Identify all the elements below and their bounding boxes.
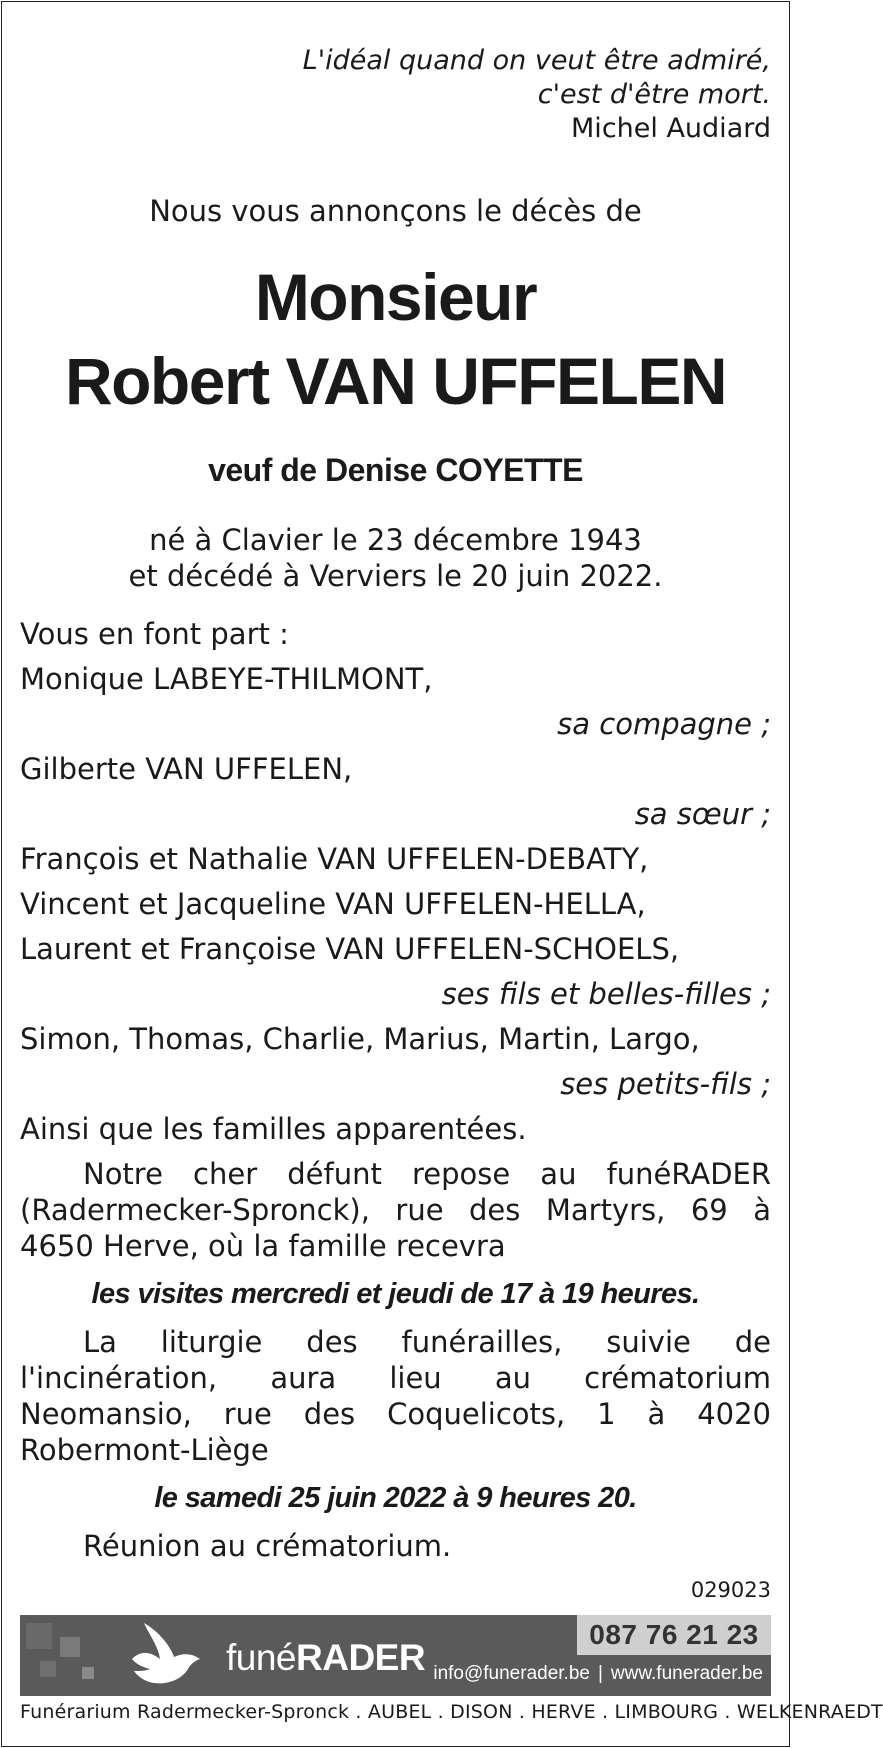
quote-line-2: c'est d'être mort.	[537, 79, 771, 110]
gathering-note: Réunion au crématorium.	[83, 1529, 452, 1563]
ceremony-paragraph: La liturgie des funérailles, suivie de l'incinération, aura lieu au crématorium Neomansio, rue des Coquelicots, 1 à 4020 Robermont-Liège	[20, 1325, 771, 1467]
brand-prefix: funé	[226, 1637, 297, 1678]
related-families: Ainsi que les familles apparentées.	[20, 1112, 527, 1146]
website-link[interactable]: www.funerader.be	[610, 1663, 763, 1684]
funeral-home-banner	[20, 1615, 771, 1696]
deceased-name: Robert VAN UFFELEN	[64, 344, 727, 418]
brand-name: RADER	[296, 1637, 426, 1678]
funeral-home-locations: Funérarium Radermecker-Spronck . AUBEL . DISON . HERVE . LIMBOURG . WELKENRAEDT	[20, 1701, 883, 1723]
visiting-hours: les visites mercredi et jeudi de 17 à 19 heures.	[91, 1278, 700, 1310]
partner-relation: sa compagne ;	[557, 707, 771, 741]
reference-number: 029023	[690, 1578, 771, 1602]
email-link[interactable]: info@funerader.be	[433, 1663, 590, 1684]
sister-relation: sa sœur ;	[634, 797, 771, 831]
quote-author: Michel Audiard	[571, 113, 771, 144]
decor-square	[82, 1667, 94, 1679]
partner-name: Monique LABEYE-THILMONT,	[20, 662, 433, 696]
grandsons-relation: ses petits-fils ;	[560, 1067, 771, 1101]
decor-square	[60, 1637, 80, 1657]
death-line: et décédé à Verviers le 20 juin 2022.	[128, 559, 663, 593]
son-couple-1: François et Nathalie VAN UFFELEN-DEBATY,	[20, 842, 649, 876]
repose-paragraph: Notre cher défunt repose au funéRADER (Radermecker-Spronck), rue des Martyrs, 69 à 4650 Herve, où la famille recevra	[20, 1157, 771, 1263]
ceremony-date: le samedi 25 juin 2022 à 9 heures 20.	[154, 1482, 637, 1514]
deceased-title: Monsieur	[254, 260, 537, 334]
decor-square	[40, 1661, 56, 1677]
son-couple-3: Laurent et Françoise VAN UFFELEN-SCHOELS,	[20, 932, 680, 966]
sons-relation: ses fils et belles-filles ;	[441, 977, 771, 1011]
sister-name: Gilberte VAN UFFELEN,	[20, 752, 353, 786]
grandsons-names: Simon, Thomas, Charlie, Marius, Martin, Largo,	[20, 1022, 700, 1056]
birth-line: né à Clavier le 23 décembre 1943	[149, 523, 642, 557]
contact-line	[433, 1663, 763, 1685]
quote-line-1: L'idéal quand on veut être admiré,	[302, 45, 771, 76]
announcement-text: Nous vous annonçons le décès de	[149, 194, 642, 228]
brand-logo	[226, 1637, 425, 1679]
contact-separator: |	[597, 1663, 603, 1684]
son-couple-2: Vincent et Jacqueline VAN UFFELEN-HELLA,	[20, 887, 646, 921]
family-intro: Vous en font part :	[20, 617, 289, 651]
phone-number[interactable]: 087 76 21 23	[577, 1615, 771, 1655]
widow-of: veuf de Denise COYETTE	[208, 452, 583, 488]
epigraph-quote	[303, 44, 771, 146]
dove-icon	[124, 1619, 214, 1691]
decor-square	[26, 1623, 52, 1649]
